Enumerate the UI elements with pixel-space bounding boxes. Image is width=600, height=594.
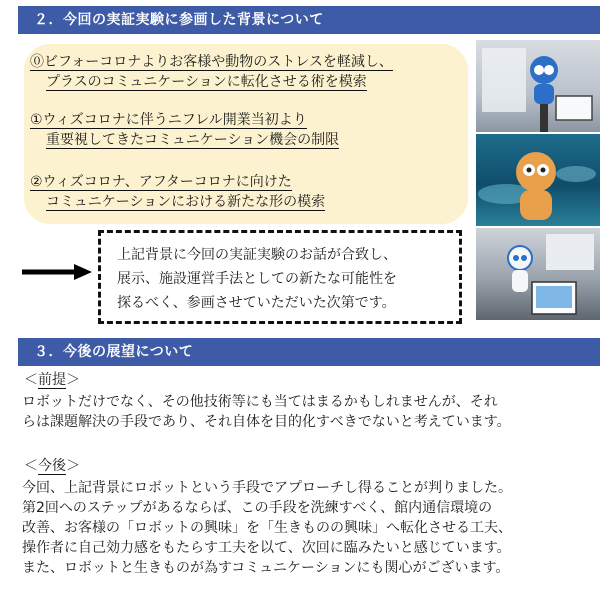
premise-line-2: らは課題解決の手段であり、それ自体を目的化すべきでないと考えています。 <box>22 414 511 430</box>
robot-photo-aquarium <box>476 134 600 226</box>
background-item-1-line-1: ①ウィズコロナに伴うニフレル開業当初より <box>30 112 307 128</box>
background-item-0 <box>30 52 393 92</box>
future-line-3: 改善、お客様の「ロボットの興味」を「生きものの興味」へ転化させる工夫、 <box>22 520 512 536</box>
future-line-4: 操作者に自己効力感をもたらす工夫を以て、次回に臨みたいと感じています。 <box>22 540 511 556</box>
background-item-0-line-2: プラスのコミュニケーションに転化させる術を模索 <box>46 74 367 90</box>
section-2-heading: ２．今回の実証実験に参画した背景について <box>18 6 600 34</box>
section-3-heading: ３．今後の展望について <box>18 338 600 366</box>
conclusion-line-1: 上記背景に今回の実証実験のお話が合致し、 <box>117 247 397 263</box>
future-line-1: 今回、上記背景にロボットという手段でアプローチし得ることが判りました。 <box>22 480 512 496</box>
future-line-2: 第2回へのステップがあるならば、この手段を洗練すべく、館内通信環境の <box>22 500 493 516</box>
future-label: 今後 <box>38 458 66 474</box>
robot-photo-exhibit <box>476 40 600 132</box>
conclusion-line-3: 探るべく、参画させていただいた次第です。 <box>117 295 396 311</box>
background-item-2-line-2: コミュニケーションにおける新たな形の模索 <box>46 194 326 210</box>
conclusion-box <box>98 230 462 324</box>
future-line-5: また、ロボットと生きものが為すコミュニケーションにも関心がございます。 <box>22 560 510 576</box>
premise-subheading: ＜前提＞ <box>24 372 80 388</box>
robot-photo-kiosk <box>476 228 600 320</box>
photo-collage <box>476 40 600 320</box>
future-subheading: ＜今後＞ <box>24 458 80 474</box>
premise-paragraph <box>22 392 600 432</box>
background-item-0-line-1: ⓪ビフォーコロナよりお客様や動物のストレスを軽減し、 <box>30 54 393 70</box>
future-paragraph <box>22 478 600 578</box>
right-arrow-icon <box>22 264 92 280</box>
background-item-1 <box>30 110 339 150</box>
premise-line-1: ロボットだけでなく、その他技術等にも当てはまるかもしれませんが、それ <box>22 394 498 410</box>
premise-label: 前提 <box>38 372 66 388</box>
conclusion-line-2: 展示、施設運営手法としての新たな可能性を <box>117 271 397 287</box>
background-item-2 <box>30 172 325 212</box>
background-item-2-line-1: ②ウィズコロナ、アフターコロナに向けた <box>30 174 292 190</box>
background-item-1-line-2: 重要視してきたコミュニケーション機会の制限 <box>46 132 340 148</box>
